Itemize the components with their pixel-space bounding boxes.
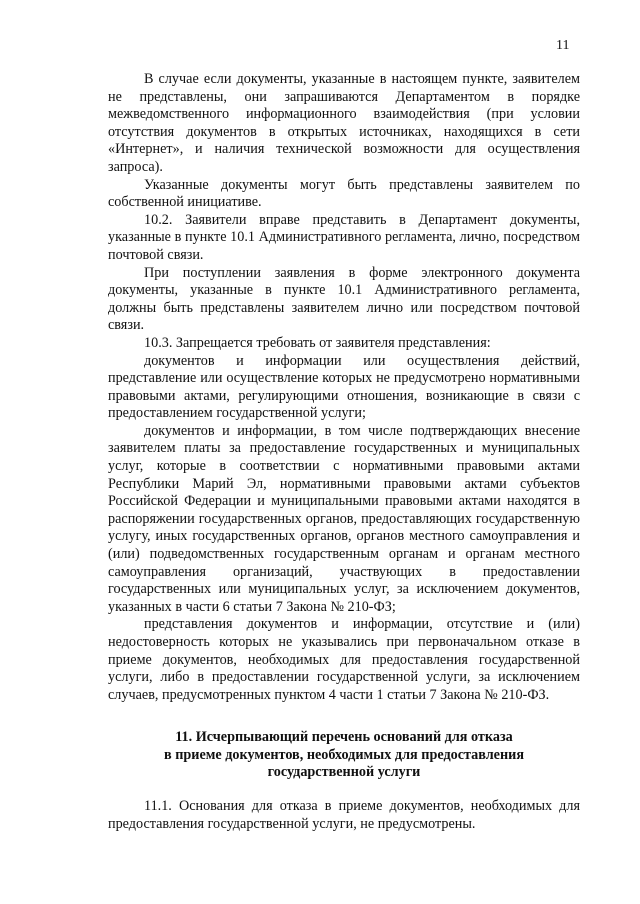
paragraph-electronic-form: При поступлении заявления в форме электронного документа документы, указанные в пункте 10.1 Административного регламента, должны быть представлены заявителем лично или посредством почтовой связи. (108, 264, 580, 334)
section-heading (108, 729, 580, 782)
paragraph-documents-requested: В случае если документы, указанные в настоящем пункте, заявителем не представлены, они запрашиваются Департаментом в порядке межведомственного информационного взаимодействия (при условии отсутствия документов в открытых источниках, находящихся в сети «Интернет», и наличия технической возможности для осуществления запроса). (108, 71, 580, 175)
paragraph-prohibition-documents: документов и информации, в том числе подтверждающих внесение заявителем платы за предоставление государственных и муниципальных услуг, которые в соответствии с нормативными правовыми актами Республики Марий Эл, нормативными правовыми актами субъектов Российской Федерации и муниципальными правовыми актами находятся в распоряжении государственных органов, предоставляющих государственную услугу, иных государственных органов, органов местного самоуправления и (или) подведомственных государственным органам и органам местного самоуправления организаций, участвующих в предоставлении государственных или муниципальных услуг, за исключением документов, указанных в части 6 статьи 7 Закона № 210-ФЗ; (108, 422, 580, 615)
document-body (108, 71, 580, 704)
paragraph-10-2: 10.2. Заявители вправе представить в Департамент документы, указанные в пункте 10.1 Административного регламента, лично, посредством почтовой связи. (108, 211, 580, 263)
paragraph-11-1: 11.1. Основания для отказа в приеме документов, необходимых для предоставления государственной услуги, не предусмотрены. (108, 798, 580, 832)
section-heading-line: в приеме документов, необходимых для предоставления (164, 746, 524, 763)
paragraph-10-3: 10.3. Запрещается требовать от заявителя представления: (144, 334, 491, 351)
page-number: 11 (556, 38, 570, 53)
paragraph-own-initiative: Указанные документы могут быть представлены заявителем по собственной инициативе. (108, 176, 580, 211)
section-body (108, 798, 580, 833)
section-heading-line: государственной услуги (267, 764, 421, 781)
paragraph-prohibition-unstated: представления документов и информации, отсутствие и (или) недостоверность которых не указывались при первоначальном отказе в приеме документов, необходимых для предоставления государственной услуги, либо в предоставлении государственной услуги, за исключением случаев, предусмотренных пунктом 4 части 1 статьи 7 Закона № 210-ФЗ. (108, 616, 580, 703)
section-heading-line: 11. Исчерпывающий перечень оснований для отказа (175, 729, 513, 745)
paragraph-prohibition-actions: документов и информации или осуществления действий, представление или осуществление которых не предусмотрено нормативными правовыми актами, регулирующими отношения, возникающие в связи с предоставлением государственной услуги; (108, 352, 580, 422)
